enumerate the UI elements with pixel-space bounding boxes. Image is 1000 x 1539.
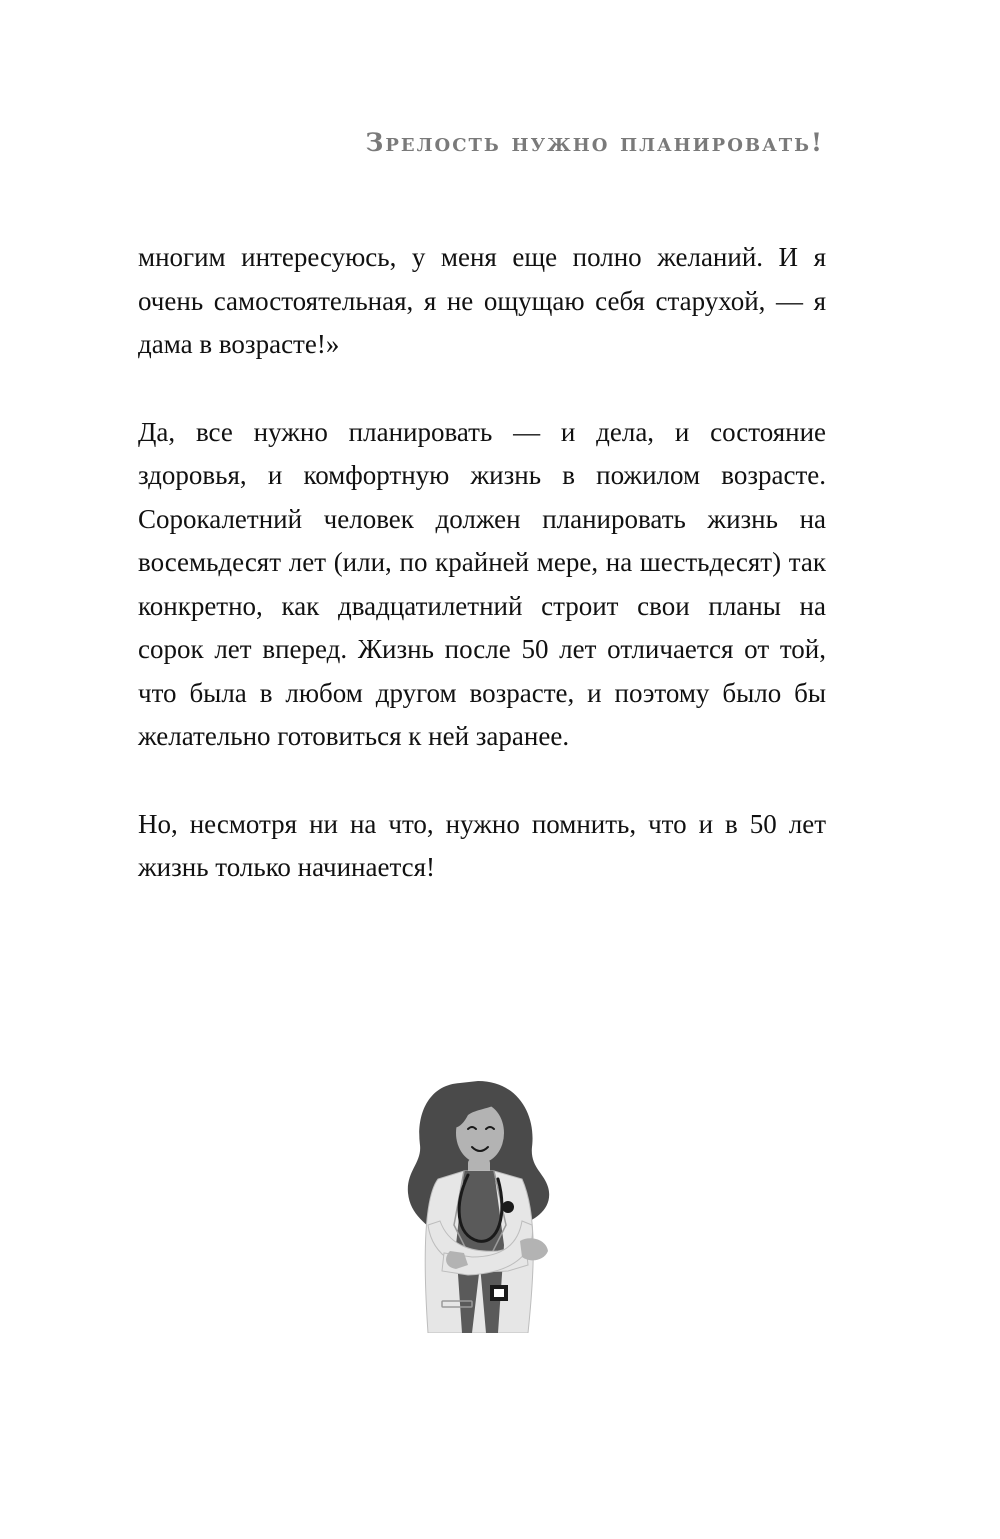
hand-right — [520, 1238, 548, 1260]
paragraph-2: Да, все нужно планировать — и дела, и состояние здоровья, и комфортную жизнь в пожилом возрасте. Сорокалетний человек должен планировать жизнь на восемьдесят лет (или, по крайней мере, на шестьдесят) так конкретно, как двадцатилетний строит свои планы на сорок лет вперед. Жизнь после 50 лет отличается от той, что была в любом другом возрасте, и поэтому было бы желательно готовиться к ней заранее. — [138, 416, 826, 751]
running-header-title: Зрелость нужно планировать! — [365, 128, 824, 157]
id-badge-mark — [494, 1289, 504, 1297]
doctor-woman-illustration-icon — [398, 1075, 562, 1333]
body-text — [138, 236, 826, 934]
stethoscope-chestpiece — [502, 1201, 514, 1213]
paragraph-3: Но, несмотря ни на что, нужно помнить, что и в 50 лет жизнь только начинается! — [138, 808, 826, 882]
paragraph-1: многим интересуюсь, у меня еще полно желаний. И я очень самостоятельная, я не ощущаю себя старухой, — я дама в возрасте!» — [138, 242, 826, 359]
